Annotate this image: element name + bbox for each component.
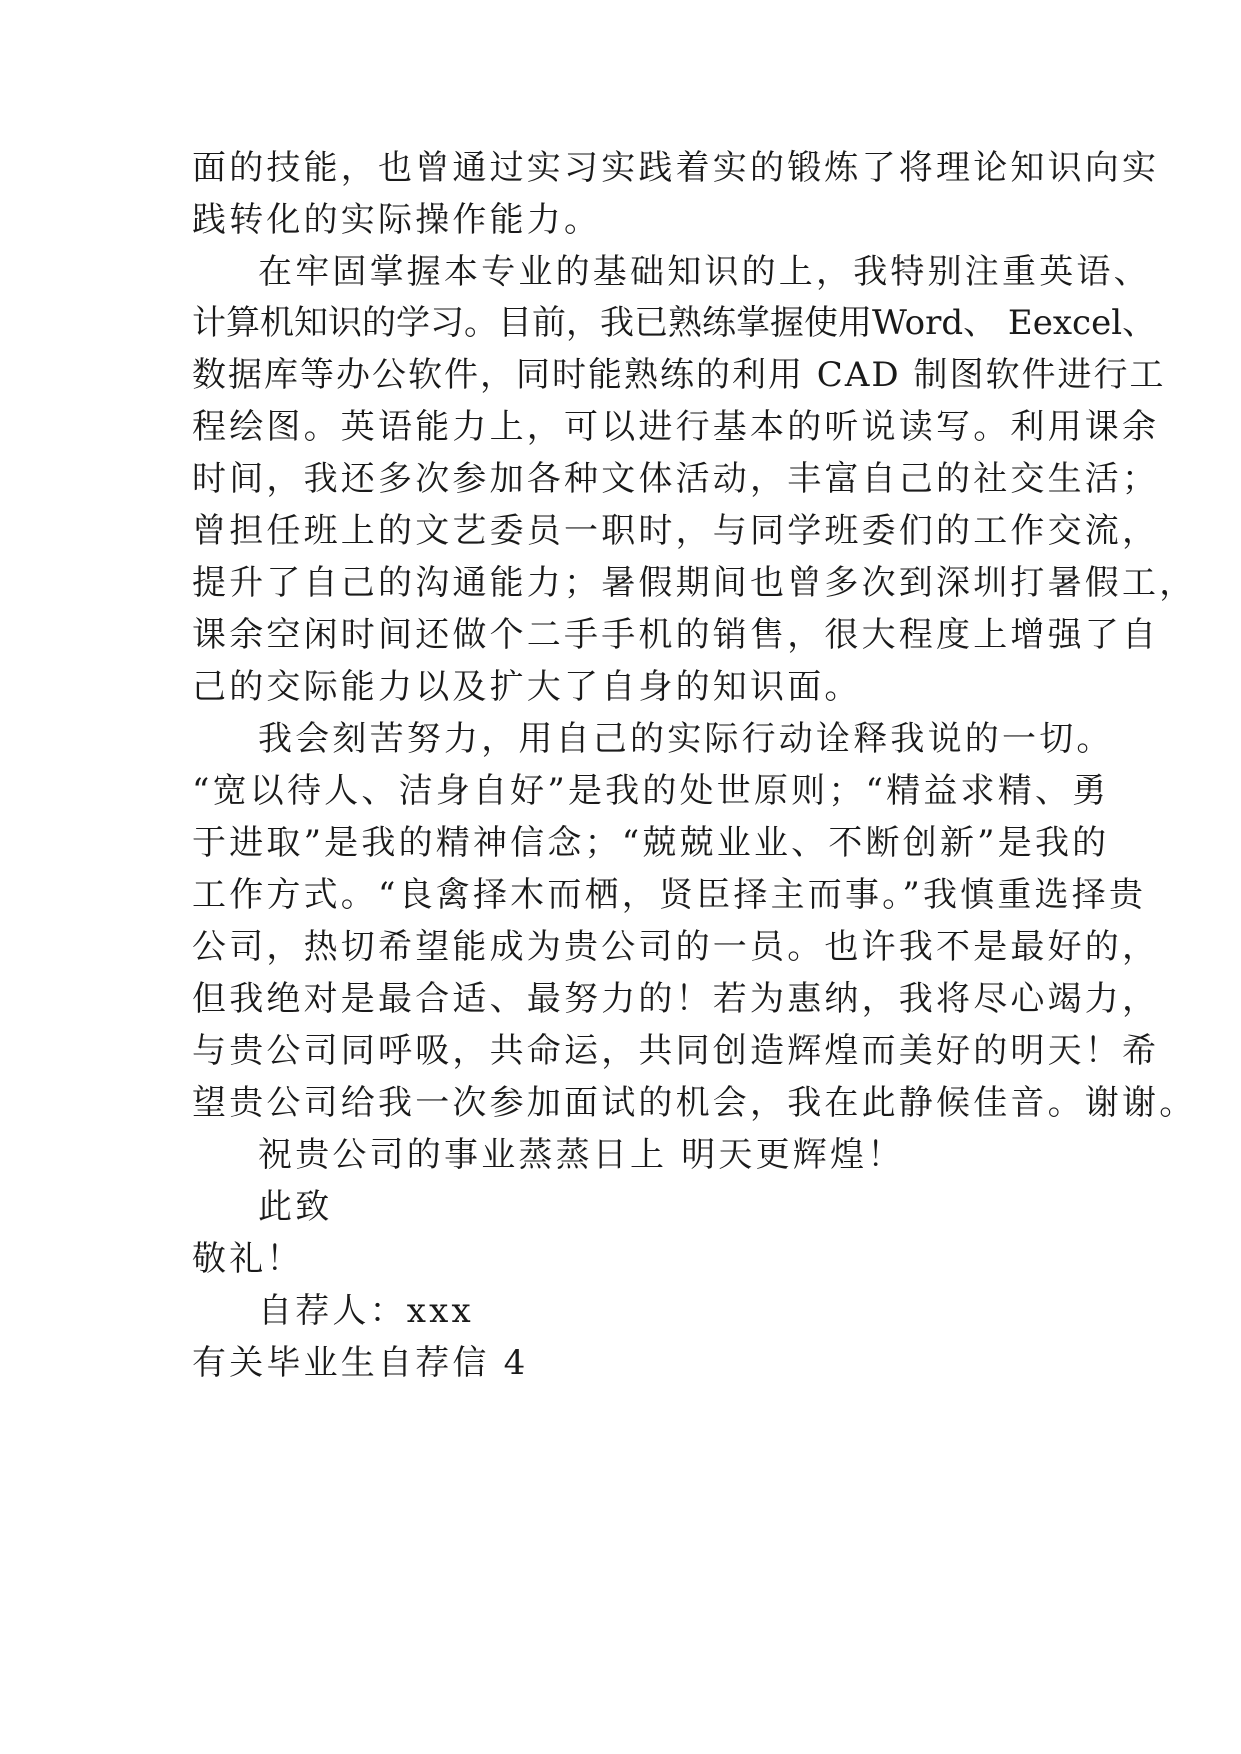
paragraph-line: 己的交际能力以及扩大了自身的知识面。 bbox=[192, 667, 862, 707]
paragraph-line: 提升了自己的沟通能力；暑假期间也曾多次到深圳打暑假工， bbox=[192, 563, 1197, 603]
salutation-cizhi: 此致 bbox=[258, 1187, 333, 1227]
paragraph-line: 践转化的实际操作能力。 bbox=[192, 200, 602, 240]
paragraph-line: 与贵公司同呼吸，共命运，共同创造辉煌而美好的明天！希 bbox=[192, 1031, 1160, 1071]
closing-wish: 祝贵公司的事业蒸蒸日上 明天更辉煌！ bbox=[258, 1135, 905, 1175]
paragraph-line: “宽以待人、洁身自好”是我的处世原则；“精益求精、勇 bbox=[192, 771, 1110, 811]
paragraph-line: 工作方式。“良禽择木而栖，贤臣择主而事。”我慎重选择贵 bbox=[192, 875, 1147, 915]
section-heading: 有关毕业生自荐信 4 bbox=[192, 1343, 529, 1383]
paragraph-line: 数据库等办公软件，同时能熟练的利用 CAD 制图软件进行工 bbox=[192, 355, 1166, 395]
paragraph-line: 面的技能，也曾通过实习实践着实的锻炼了将理论知识向实 bbox=[192, 148, 1160, 188]
paragraph-line: 公司，热切希望能成为贵公司的一员。也许我不是最好的， bbox=[192, 927, 1160, 967]
paragraph-line: 曾担任班上的文艺委员一职时，与同学班委们的工作交流， bbox=[192, 511, 1160, 551]
paragraph-line: 时间，我还多次参加各种文体活动，丰富自己的社交生活； bbox=[192, 459, 1160, 499]
paragraph-line: 但我绝对是最合适、最努力的！若为惠纳，我将尽心竭力， bbox=[192, 979, 1160, 1019]
salutation-jingli: 敬礼！ bbox=[192, 1239, 304, 1279]
paragraph-line: 课余空闲时间还做个二手手机的销售，很大程度上增强了自 bbox=[192, 615, 1160, 655]
paragraph-line: 在牢固掌握本专业的基础知识的上，我特别注重英语、 bbox=[258, 252, 1151, 292]
paragraph-line: 计算机知识的学习。目前，我已熟练掌握使用Word、 Eexcel、 bbox=[192, 303, 1157, 343]
paragraph-line: 于进取”是我的精神信念；“兢兢业业、不断创新”是我的 bbox=[192, 823, 1110, 863]
paragraph-line: 望贵公司给我一次参加面试的机会，我在此静候佳音。谢谢。 bbox=[192, 1083, 1197, 1123]
paragraph-line: 程绘图。英语能力上，可以进行基本的听说读写。利用课余 bbox=[192, 407, 1160, 447]
paragraph-line: 我会刻苦努力，用自己的实际行动诠释我说的一切。 bbox=[258, 719, 1114, 759]
signature-line: 自荐人：xxx bbox=[258, 1291, 474, 1331]
